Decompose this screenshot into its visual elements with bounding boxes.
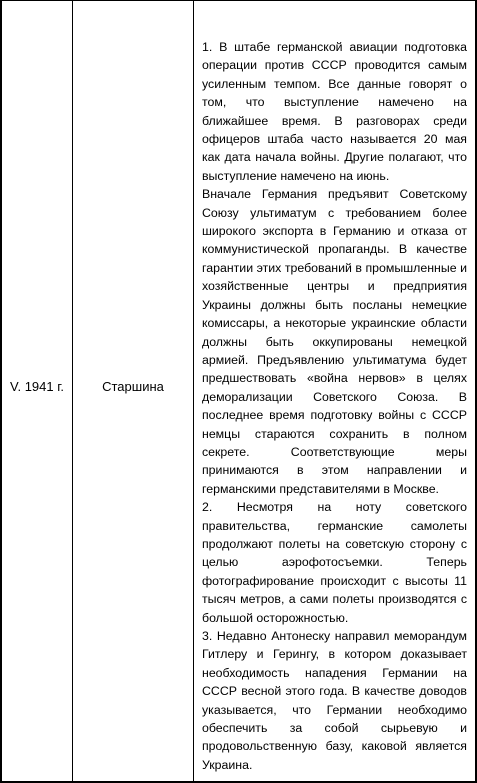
source-text: Старшина [102,379,164,394]
paragraph-2: Вначале Германия предъявит Советскому Союзу ультиматум с требованием более широкого экспорта в Германию и отказа от коммунистической пропаганды. В качестве гарантии этих требований в промышленные и хозяйственные центры и предприятия Украины должны быть посланы немецкие комиссары, а некоторые украинские области должны быть оккупированы немецкой армией. Предъявлению ультиматума будет предшествовать «война нервов» в целях деморализации Советского Союза. В последнее время подготовку войны с СССР немцы стараются сохранить в полном секрете. Соответствующие меры принимаются в этом направлении и германскими представителями в Москве. [202,187,467,496]
source-cell [73,1,194,781]
date-text: V. 1941 г. [10,379,64,394]
paragraph-4: 3. Недавно Антонеску направил меморандум Гитлеру и Герингу, в котором доказывает необходимость нападения Германии на СССР весной этого года. В качестве доводов указывается, что Германии необходимо обеспечить за собой сырьевую и продовольственную базу, каковой является Украина. [202,629,467,772]
date-cell [0,1,73,781]
paragraph-1: 1. В штабе германской авиации подготовка операции против СССР проводится самым усиленным темпом. Все данные говорят о том, что выступление намечено на ближайшее время. В разговорах среди офицеров штаба часто называется 20 мая как дата начала войны. Другие полагают, что выступление намечено на июнь. [202,40,467,183]
content-cell [194,1,477,781]
report-body [202,38,467,774]
paragraph-3: 2. Несмотря на ноту советского правительства, германские самолеты продолжают полеты на советскую сторону с целью аэрофотосъемки. Теперь фотографирование происходит с высоты 11 тысяч метров, а сами полеты производятся с большой осторожностью. [202,500,467,625]
